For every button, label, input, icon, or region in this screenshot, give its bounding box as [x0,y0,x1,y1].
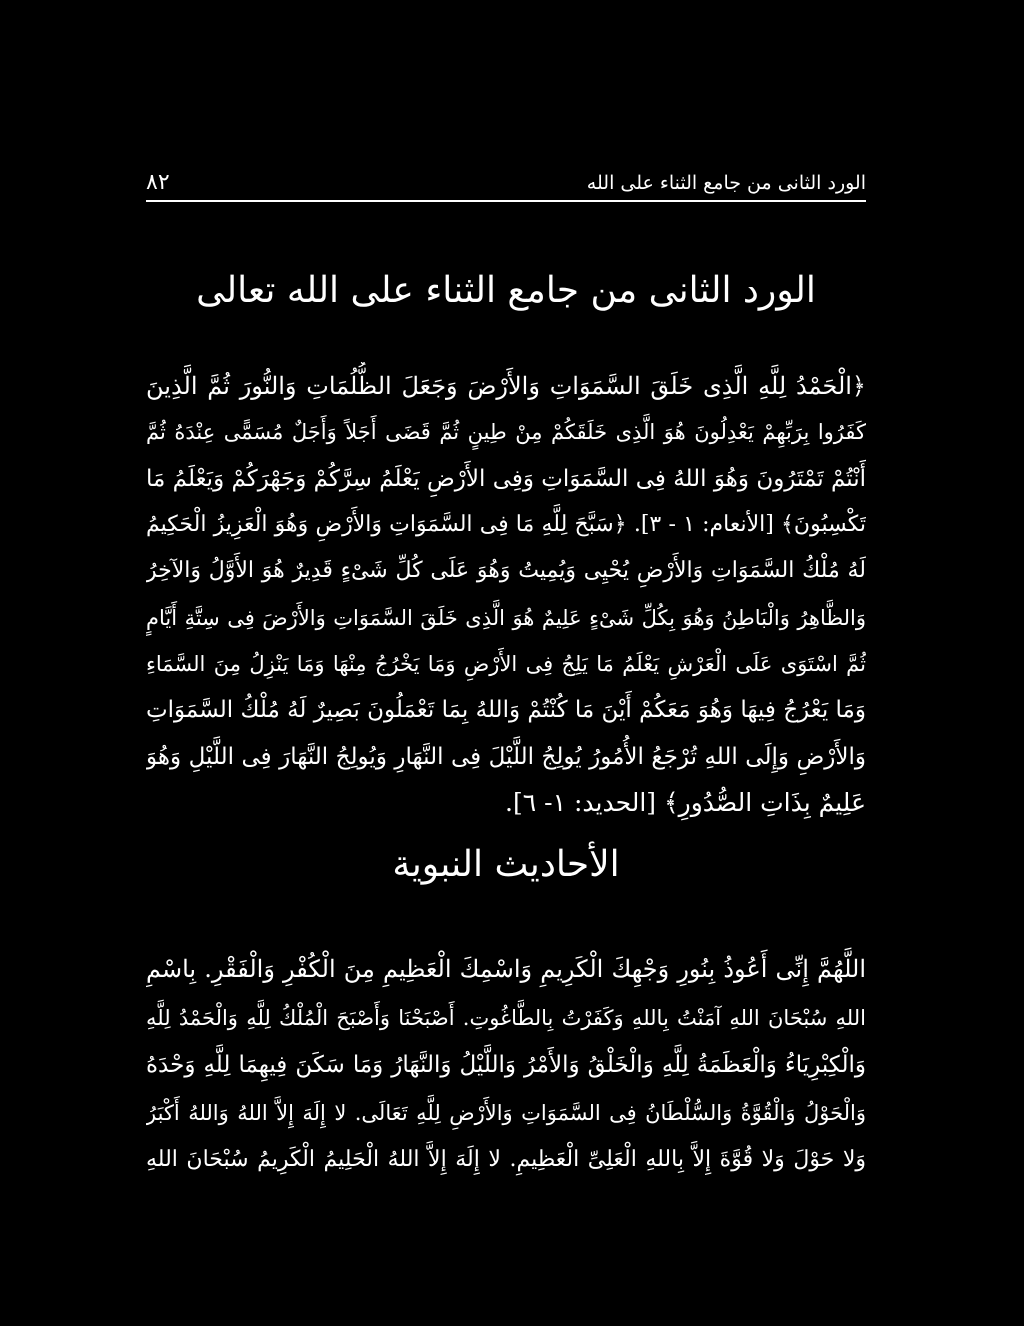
page-header [146,166,866,200]
text-line: لَهُ مُلْكُ السَّمَوَاتِ وَالأَرْضِ يُحْيِى وَيُمِيتُ وَهُوَ عَلَى كُلِّ شَىْءٍ قَدِيرٌ هُوَ الأَوَّلُ وَالآخِرُ [146,558,866,583]
text-line: اللهِ سُبْحَانَ اللهِ آمَنْتُ بِاللهِ وَكَفَرْتُ بِالطَّاغُوتِ. أَصْبَحْنَا وَأَصْبَحَ الْمُلْكُ لِلَّهِ وَالْحَمْدُ لِلَّهِ [146,1006,866,1030]
text-line: وَمَا يَعْرُجُ فِيهَا وَهُوَ مَعَكُمْ أَيْنَ مَا كُنْتُمْ وَاللهُ بِمَا تَعْمَلُونَ بَصِيرٌ لَهُ مُلْكُ السَّمَوَاتِ [146,697,866,723]
text-line: وَالْحَوْلُ وَالْقُوَّةُ وَالسُّلْطَانُ فِى السَّمَوَاتِ وَالأَرْضِ لِلَّهِ تَعَالَى. لا إِلَهَ إِلاَّ اللهُ وَاللهُ أَكْبَرُ [146,1101,866,1125]
text-line: تَكْسِبُونَ﴾ [الأنعام: ١ - ٣]. ﴿سَبَّحَ لِلَّهِ مَا فِى السَّمَوَاتِ وَالأَرْضِ وَهُوَ الْعَزِيزُ الْحَكِيمُ [146,512,866,537]
text-line: عَلِيمٌ بِذَاتِ الصُّدُورِ﴾ [الحديد: ١- ٦]. [505,788,866,817]
text-line: أَنْتُمْ تَمْتَرُونَ وَهُوَ اللهُ فِى السَّمَوَاتِ وَفِى الأَرْضِ يَعْلَمُ سِرَّكُمْ وَجَهْرَكُمْ وَيَعْلَمُ مَا [146,466,866,492]
page-number: ٨٢ [146,170,170,195]
text-line: وَالأَرْضِ وَإِلَى اللهِ تُرْجَعُ الأُمُورُ يُولِجُ اللَّيْلَ فِى النَّهَارِ وَيُولِجُ النَّهَارَ فِى اللَّيْلِ وَهُوَ [146,744,866,770]
text-line: اللَّهُمَّ إِنِّى أَعُوذُ بِنُورِ وَجْهِكَ الْكَرِيمِ وَاسْمِكَ الْعَظِيمِ مِنَ الْكُفْرِ وَالْفَقْرِ. بِاسْمِ [146,955,866,983]
text-line: ﴿الْحَمْدُ لِلَّهِ الَّذِى خَلَقَ السَّمَوَاتِ وَالأَرْضَ وَجَعَلَ الظُّلُمَاتِ وَالنُّورَ ثُمَّ الَّذِينَ [146,372,866,400]
text-line: وَلا حَوْلَ وَلا قُوَّةَ إِلاَّ بِاللهِ الْعَلِىِّ الْعَظِيمِ. لا إِلَهَ إِلاَّ اللهُ الْحَلِيمُ الْكَرِيمُ سُبْحَانَ اللهِ [146,1147,866,1172]
text-line: وَالظَّاهِرُ وَالْبَاطِنُ وَهُوَ بِكُلِّ شَىْءٍ عَلِيمٌ هُوَ الَّذِى خَلَقَ السَّمَوَاتِ وَالأَرْضَ فِى سِتَّةِ أَيَّامٍ [146,606,866,630]
section-title: الورد الثانى من جامع الثناء على الله تعالى [196,270,816,311]
section-title: الأحاديث النبوية [392,844,620,885]
text-line: كَفَرُوا بِرَبِّهِمْ يَعْدِلُونَ هُوَ الَّذِى خَلَقَكُمْ مِنْ طِينٍ ثُمَّ قَضَى أَجَلاً وَأَجَلٌ مُسَمًّى عِنْدَهُ ثُمَّ [146,420,866,444]
text-line: ثُمَّ اسْتَوَى عَلَى الْعَرْشِ يَعْلَمُ مَا يَلِجُ فِى الأَرْضِ وَمَا يَخْرُجُ مِنْهَا وَمَا يَنْزِلُ مِنَ السَّمَاءِ [146,652,866,676]
text-line: وَالْكِبْرِيَاءُ وَالْعَظَمَةُ لِلَّهِ وَالْخَلْقُ وَالأَمْرُ وَاللَّيْلُ وَالنَّهَارُ وَمَا سَكَنَ فِيهِمَا لِلَّهِ وَحْدَهُ [146,1052,866,1078]
header-rule [146,200,866,202]
running-title: الورد الثانى من جامع الثناء على الله [586,172,866,194]
